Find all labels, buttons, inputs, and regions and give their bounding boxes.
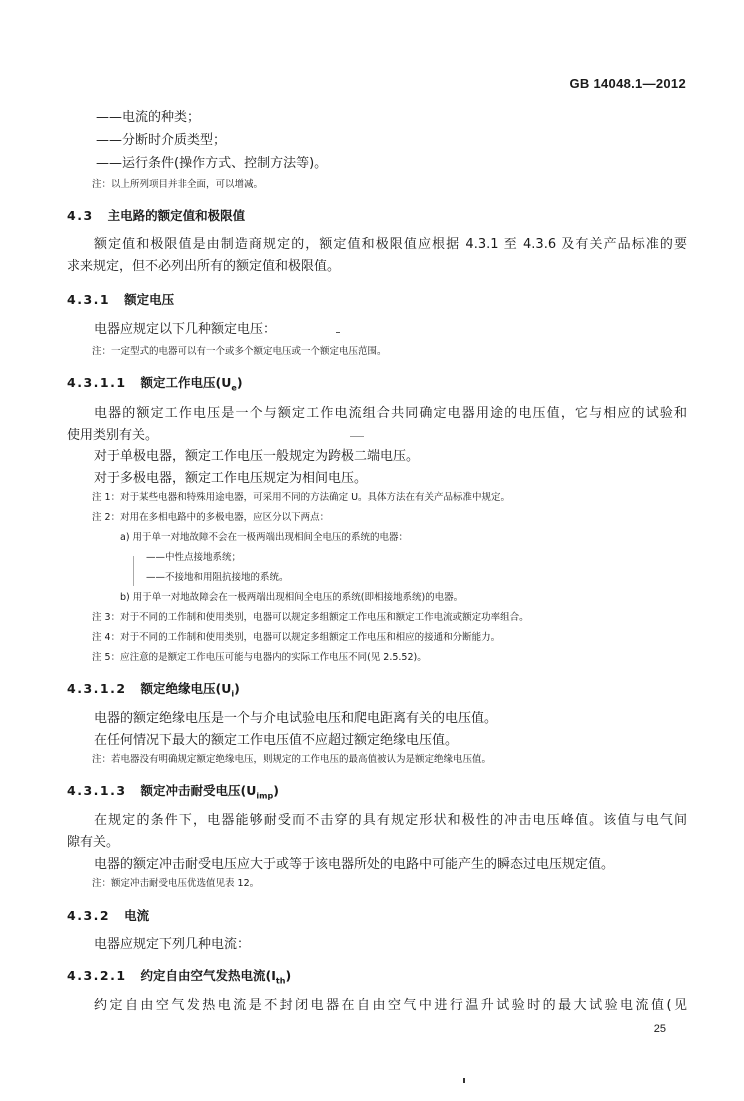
paragraph: 使用类别有关。: [67, 428, 159, 443]
section-number: 4.3.2: [67, 908, 111, 923]
paragraph: 在规定的条件下，电器能够耐受而不击穿的具有规定形状和极性的冲击电压峰值。该值与电气间: [94, 813, 687, 828]
subscript: imp: [256, 791, 274, 801]
section-title: 额定工作电压(U: [140, 375, 232, 390]
paragraph: 电器的额定绝缘电压是一个与介电试验电压和爬电距离有关的电压值。: [94, 711, 498, 726]
note-list-item: b) 用于单一对地故障会在一极两端出现相间全电压的系统(即相接地系统)的电器。: [120, 592, 464, 603]
note: 注 4：对于不同的工作制和使用类别，电器可以规定多组额定工作电压和相应的接通和分断能力。: [92, 632, 501, 643]
scan-speck: [350, 436, 364, 437]
page-number: 25: [653, 1023, 666, 1035]
list-item: ——运行条件(操作方式、控制方法等)。: [96, 156, 328, 171]
section-heading: [67, 290, 174, 308]
section-title: 额定冲击耐受电压(U: [140, 783, 257, 798]
section-title: 主电路的额定值和极限值: [107, 208, 246, 223]
note-list-item: a) 用于单一对地故障不会在一极两端出现相间全电压的系统的电器：: [120, 532, 409, 543]
section-title: 额定绝缘电压(U: [140, 681, 232, 696]
section-heading: [67, 206, 245, 224]
paragraph: 隙有关。: [67, 835, 120, 850]
section-number: 4.3.1.3: [67, 783, 127, 798]
section-heading: [67, 679, 240, 699]
paragraph: 额定值和极限值是由制造商规定的，额定值和极限值应根据 4.3.1 至 4.3.6 及有关产品标准的要: [94, 237, 687, 252]
note-list-item: ——中性点接地系统；: [146, 552, 242, 563]
note: 注：若电器没有明确规定额定绝缘电压，则规定的工作电压的最高值被认为是额定绝缘电压值。: [92, 754, 492, 765]
section-number: 4.3.1.1: [67, 375, 127, 390]
scan-speck: [133, 556, 134, 586]
paragraph: 电器的额定冲击耐受电压应大于或等于该电器所处的电路中可能产生的瞬态过电压规定值。: [94, 857, 615, 872]
section-number: 4.3.1: [67, 292, 111, 307]
section-title-end: ): [273, 783, 279, 798]
note: 注 2：对用在多相电路中的多极电器，应区分以下两点：: [92, 512, 330, 523]
section-heading: [67, 781, 279, 801]
scan-speck: [463, 1078, 465, 1083]
paragraph: 约定自由空气发热电流是不封闭电器在自由空气中进行温升试验时的最大试验电流值(见: [94, 998, 687, 1013]
section-number: 4.3.2.1: [67, 968, 127, 983]
subscript: i: [231, 689, 235, 699]
paragraph: 求来规定，但不必列出所有的额定值和极限值。: [67, 259, 341, 274]
section-title: 约定自由空气发热电流(I: [140, 968, 276, 983]
section-number: 4.3.1.2: [67, 681, 127, 696]
list-item: ——电流的种类；: [96, 110, 201, 125]
section-title-end: ): [236, 375, 243, 390]
paragraph: 在任何情况下最大的额定工作电压值不应超过额定绝缘电压值。: [94, 733, 459, 748]
paragraph: 对于多极电器，额定工作电压规定为相间电压。: [94, 471, 368, 486]
note-list-item: ——不接地和用阻抗接地的系统。: [146, 572, 289, 583]
section-heading: [67, 373, 243, 393]
section-title-end: ): [234, 681, 240, 696]
note: 注：额定冲击耐受电压优选值见表 12。: [92, 878, 260, 889]
section-title: 电流: [124, 908, 150, 923]
subscript: th: [275, 976, 286, 986]
note: 注 1：对于某些电器和特殊用途电器，可采用不同的方法确定 U。具体方法在有关产品标准中规定。: [92, 492, 511, 503]
section-heading: [67, 906, 149, 924]
note: 注：一定型式的电器可以有一个或多个额定电压或一个额定电压范围。: [92, 346, 387, 357]
paragraph: 电器的额定工作电压是一个与额定工作电流组合共同确定电器用途的电压值，它与相应的试验和: [94, 406, 687, 421]
paragraph: 电器应规定下列几种电流：: [94, 937, 251, 952]
list-item: ——分断时介质类型；: [96, 133, 227, 148]
standard-number: GB 14048.1—2012: [569, 76, 686, 91]
section-number: 4.3: [67, 208, 94, 223]
section-title-end: ): [285, 968, 292, 983]
note: 注：以上所列项目并非全面，可以增减。: [92, 179, 264, 190]
subscript: e: [231, 383, 237, 393]
scan-speck: [336, 332, 340, 333]
note: 注 5：应注意的是额定工作电压可能与电器内的实际工作电压不同(见 2.5.52)。: [92, 652, 427, 663]
section-title: 额定电压: [124, 292, 175, 307]
paragraph: 对于单极电器，额定工作电压一般规定为跨极二端电压。: [94, 449, 420, 464]
note: 注 3：对于不同的工作制和使用类别，电器可以规定多组额定工作电压和额定工作电流或额定功率组合。: [92, 612, 529, 623]
section-heading: [67, 966, 291, 986]
paragraph: 电器应规定以下几种额定电压：: [94, 322, 277, 337]
